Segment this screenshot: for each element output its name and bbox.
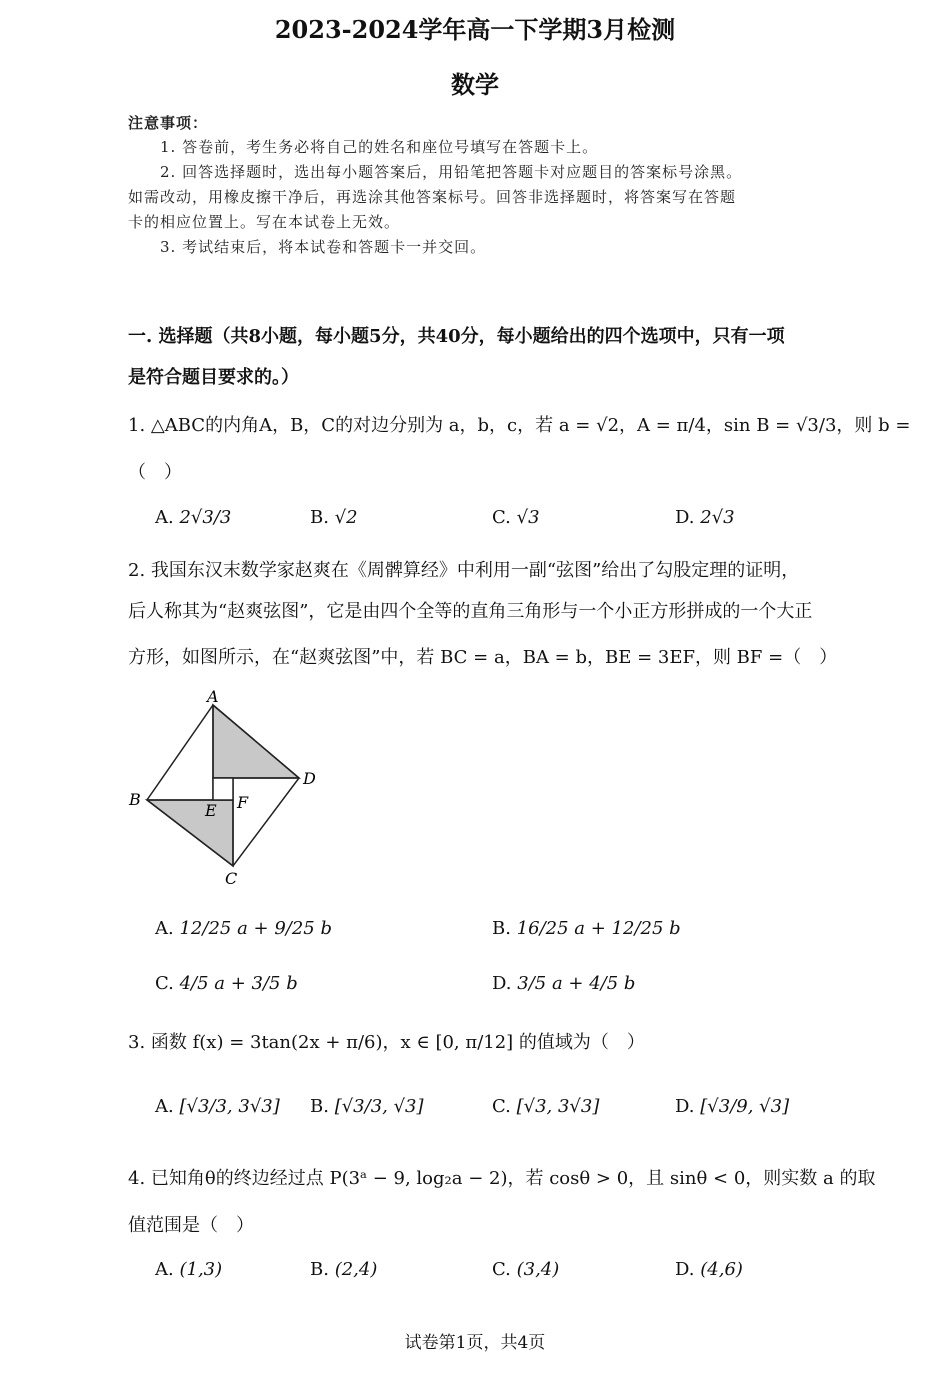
option-label: C. <box>492 1259 511 1280</box>
option-label: A. <box>155 1259 174 1280</box>
option-label: B. <box>492 918 511 939</box>
q4-line-2: 值范围是（ ） <box>128 1215 254 1236</box>
zhao-shuang-figure <box>125 690 330 890</box>
q3-stem: 3. 函数 f(x) = 3tan(2x + π/6)，x ∈ [0, π/12] 的值域为（ ） <box>128 1032 645 1053</box>
option-label: A. <box>155 918 174 939</box>
q2-line-2: 后人称其为“赵爽弦图”，它是由四个全等的直角三角形与一个小正方形拼成的一个大正 <box>128 601 813 622</box>
q3-option-c <box>492 1096 599 1117</box>
option-text: [√3, 3√3] <box>516 1096 600 1117</box>
option-text: (3,4) <box>516 1259 560 1280</box>
option-text: [√3/3, √3] <box>334 1096 424 1117</box>
option-text: 2√3/3 <box>179 507 232 528</box>
notice-line-3: 如需改动，用橡皮擦干净后，再选涂其他答案标号。回答非选择题时，将答案写在答题 <box>128 188 737 206</box>
label-e: E <box>205 801 217 820</box>
notice-line-5: 3. 考试结束后，将本试卷和答题卡一并交回。 <box>160 238 487 256</box>
inner-square <box>213 778 233 800</box>
option-label: D. <box>675 507 695 528</box>
q4-option-d <box>675 1259 743 1280</box>
subject-title: 数学 <box>451 70 499 99</box>
option-text: [√3/9, √3] <box>700 1096 790 1117</box>
option-text: √3 <box>516 507 540 528</box>
option-label: D. <box>675 1096 695 1117</box>
label-f: F <box>237 793 249 812</box>
option-text: 2√3 <box>700 507 735 528</box>
option-label: B. <box>310 507 329 528</box>
q1-option-d <box>675 507 735 528</box>
q2-option-b <box>492 918 681 939</box>
option-text: (2,4) <box>334 1259 378 1280</box>
section-heading-line-1: 一. 选择题（共8小题，每小题5分，共40分，每小题给出的四个选项中，只有一项 <box>128 326 785 347</box>
q2-line-1: 2. 我国东汉末数学家赵爽在《周髀算经》中利用一副“弦图”给出了勾股定理的证明， <box>128 560 800 581</box>
option-text: 12/25 a + 9/25 b <box>179 918 332 939</box>
q4-option-c <box>492 1259 559 1280</box>
notice-line-2: 2. 回答选择题时，选出每小题答案后，用铅笔把答题卡对应题目的答案标号涂黑。 <box>160 163 743 181</box>
exam-title: 2023-2024学年高一下学期3月检测 <box>274 15 676 44</box>
option-label: A. <box>155 1096 174 1117</box>
option-text: [√3/3, 3√3] <box>179 1096 280 1117</box>
q2-option-a <box>155 918 332 939</box>
option-label: A. <box>155 507 174 528</box>
q3-option-a <box>155 1096 280 1117</box>
q1-stem: 1. △ABC的内角A，B，C的对边分别为 a，b，c，若 a = √2，A = π/4，sin B = √3/3，则 b = <box>128 415 911 436</box>
label-b: B <box>129 790 141 809</box>
option-label: C. <box>492 1096 511 1117</box>
label-c: C <box>225 869 238 888</box>
q1-option-b <box>310 507 358 528</box>
option-label: C. <box>155 973 174 994</box>
option-label: B. <box>310 1259 329 1280</box>
option-text: (1,3) <box>179 1259 223 1280</box>
option-text: √2 <box>334 507 358 528</box>
page-footer: 试卷第1页，共4页 <box>404 1333 546 1353</box>
option-label: C. <box>492 507 511 528</box>
q4-line-1: 4. 已知角θ的终边经过点 P(3ᵃ − 9, log₂a − 2)，若 cosθ > 0，且 sinθ < 0，则实数 a 的取 <box>128 1168 876 1189</box>
q3-option-d <box>675 1096 789 1117</box>
option-text: 16/25 a + 12/25 b <box>516 918 681 939</box>
section-heading-line-2: 是符合题目要求的。） <box>128 367 299 388</box>
option-label: D. <box>492 973 512 994</box>
notice-heading: 注意事项： <box>128 114 209 132</box>
q4-option-b <box>310 1259 377 1280</box>
q1-option-c <box>492 507 540 528</box>
notice-line-4: 卡的相应位置上。写在本试卷上无效。 <box>128 213 401 231</box>
option-text: (4,6) <box>700 1259 743 1280</box>
q2-option-c <box>155 973 298 994</box>
option-text: 4/5 a + 3/5 b <box>179 973 298 994</box>
option-label: D. <box>675 1259 695 1280</box>
q1-option-a <box>155 507 231 528</box>
option-label: B. <box>310 1096 329 1117</box>
q4-option-a <box>155 1259 222 1280</box>
q3-option-b <box>310 1096 424 1117</box>
option-text: 3/5 a + 4/5 b <box>517 973 636 994</box>
label-d: D <box>303 769 316 788</box>
q1-paren: （ ） <box>128 462 182 483</box>
notice-line-1: 1. 答卷前，考生务必将自己的姓名和座位号填写在答题卡上。 <box>160 138 599 156</box>
label-a: A <box>207 690 219 706</box>
q2-option-d <box>492 973 635 994</box>
q2-line-3: 方形，如图所示，在“赵爽弦图”中，若 BC = a，BA = b，BE = 3EF，则 BF =（ ） <box>128 647 838 668</box>
